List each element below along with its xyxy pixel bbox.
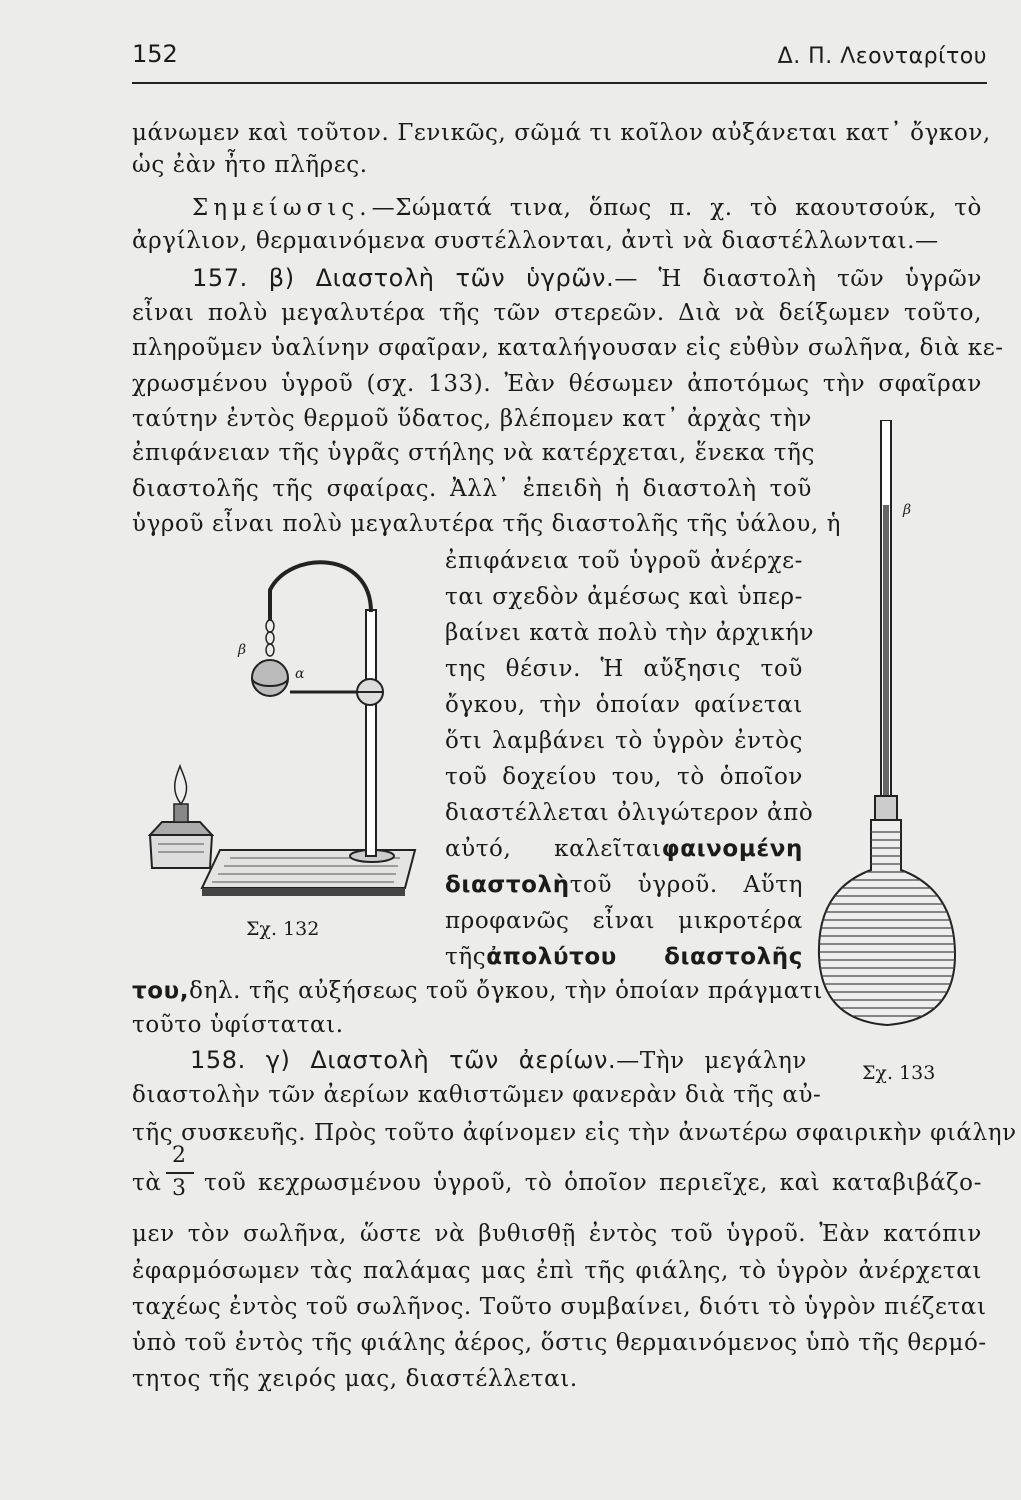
fraction-bar — [166, 1172, 194, 1174]
figure-133-illustration — [805, 420, 980, 1060]
text-span: τὰ — [132, 1170, 162, 1196]
text-line: βαίνει κατὰ πολὺ τὴν ἀρχικήν — [445, 620, 815, 646]
text-line: ἐπιφάνειαν τῆς ὑγρᾶς στήλης νὰ κατέρχεται, ἕνεκα τῆς — [132, 440, 815, 466]
text-line — [445, 834, 803, 864]
term-expansion: διαστολὴ — [445, 872, 570, 898]
section-157-line — [192, 263, 982, 294]
text-line: ται σχεδὸν ἀμέσως καὶ ὑπερ- — [445, 584, 803, 610]
page-number: 152 — [132, 40, 178, 68]
text-line: πληροῦμεν ὑαλίνην σφαῖραν, καταλήγουσαν εἰς εὐθὺν σωλῆνα, διὰ κε- — [132, 335, 1004, 361]
figure-132-illustration — [140, 550, 440, 910]
text-line: εἶναι πολὺ μεγαλυτέρα τῆς τῶν στερεῶν. Διὰ νὰ δείξωμεν τοῦτο, — [132, 300, 982, 326]
fraction-numerator: 2 — [172, 1143, 186, 1168]
running-head: Δ. Π. Λεονταρίτου — [777, 44, 987, 69]
fraction-denominator: 3 — [172, 1176, 186, 1201]
text-line: ὑπὸ τοῦ ἐντὸς τῆς φιάλης ἀέρος, ὅστις θερμαινόμενος ὑπὸ τῆς θερμό- — [132, 1330, 987, 1356]
text-line: μάνωμεν καὶ τοῦτον. Γενικῶς, σῶμά τι κοῖλον αὐξάνεται κατ᾿ ὄγκον, — [132, 120, 991, 146]
section-158-text: —Τὴν μεγάλην — [616, 1048, 808, 1074]
figure-132-label-beta: β — [238, 642, 247, 658]
header-rule — [132, 82, 987, 84]
text-line: προφανῶς εἶναι μικροτέρα — [445, 908, 803, 934]
text-span: δηλ. τῆς αὐξήσεως τοῦ ὄγκου, τὴν ὁποίαν πράγματι — [189, 978, 823, 1004]
text-line: τῆς συσκευῆς. Πρὸς τοῦτο ἀφίνομεν εἰς τὴν ἀνωτέρω σφαιρικὴν φιάλην — [132, 1120, 1017, 1146]
note-line — [192, 193, 982, 223]
text-line — [132, 976, 823, 1006]
text-line: της θέσιν. Ἡ αὔξησις τοῦ — [445, 656, 803, 682]
text-line: διαστέλλεται ὀλιγώτερον ἀπὸ — [445, 800, 814, 826]
text-span: αὐτό, καλεῖται — [445, 836, 662, 862]
text-span: τοῦ ὑγροῦ. Αὕτη — [569, 872, 803, 898]
text-line: ὡς ἐὰν ἦτο πλῆρες. — [132, 152, 368, 178]
text-line: ταχέως ἐντὸς τοῦ σωλῆνος. Τοῦτο συμβαίνει, διότι τὸ ὑγρὸν πιέζεται — [132, 1294, 987, 1320]
note-heading: Σημείωσις. — [192, 195, 372, 221]
figure-132-caption: Σχ. 132 — [246, 918, 320, 940]
figure-133-caption: Σχ. 133 — [862, 1062, 936, 1084]
text-line: διαστολῆς τῆς σφαίρας. Ἀλλ᾿ ἐπειδὴ ἡ διαστολὴ τοῦ — [132, 476, 812, 502]
text-line: ἐφαρμόσωμεν τὰς παλάμας μας ἐπὶ τῆς φιάλης, τὸ ὑγρὸν ἀνέρχεται — [132, 1258, 982, 1284]
text-line: τοῦτο ὑφίσταται. — [132, 1012, 344, 1038]
text-line: τοῦ κεχρωσμένου ὑγροῦ, τὸ ὁποῖον περιεῖχε, καὶ καταβιβάζο- — [204, 1170, 982, 1196]
text-line: τητος τῆς χειρός μας, διαστέλλεται. — [132, 1366, 578, 1392]
figure-133-label-beta: β — [903, 502, 912, 518]
text-span: τῆς — [445, 944, 487, 970]
term-absolute-expansion: ἀπολύτου διαστολῆς — [486, 944, 803, 970]
text-line: διαστολὴν τῶν ἀερίων καθιστῶμεν φανερὰν διὰ τῆς αὐ- — [132, 1082, 822, 1108]
figure-132-label-alpha: α — [295, 666, 305, 682]
text-line: ταύτην ἐντὸς θερμοῦ ὕδατος, βλέπομεν κατ᾿ ἀρχὰς τὴν — [132, 406, 812, 432]
text-line: χρωσμένου ὑγροῦ (σχ. 133). Ἐὰν θέσωμεν ἀποτόμως τὴν σφαῖραν — [132, 371, 982, 397]
section-157-heading: 157. β) Διαστολὴ τῶν ὑγρῶν. — [192, 264, 615, 292]
note-text: —Σώματά τινα, ὅπως π. χ. τὸ καουτσούκ, τὸ — [371, 195, 982, 221]
text-line: ὄγκου, τὴν ὁποίαν φαίνεται — [445, 692, 803, 718]
section-158-heading: 158. γ) Διαστολὴ τῶν ἀερίων. — [190, 1046, 617, 1074]
text-line — [445, 870, 803, 900]
term-suffix: του, — [132, 978, 190, 1004]
text-line: ἐπιφάνεια τοῦ ὑγροῦ ἀνέρχε- — [445, 548, 803, 574]
section-157-text: — Ἡ διαστολὴ τῶν ὑγρῶν — [614, 266, 982, 292]
text-line: ὅτι λαμβάνει τὸ ὑγρὸν ἐντὸς — [445, 728, 803, 754]
text-line: τοῦ δοχείου του, τὸ ὁποῖον — [445, 764, 803, 790]
text-line: ὑγροῦ εἶναι πολὺ μεγαλυτέρα τῆς διαστολῆς τῆς ὑάλου, ἡ — [132, 511, 842, 537]
section-158-line — [190, 1045, 807, 1076]
text-line: ἀργίλιον, θερμαινόμενα συστέλλονται, ἀντὶ νὰ διαστέλλωνται.— — [132, 228, 939, 254]
text-line — [445, 942, 803, 972]
page-header — [132, 40, 987, 80]
term-apparent: φαινομένη — [661, 836, 803, 862]
text-line: μεν τὸν σωλῆνα, ὥστε νὰ βυθισθῇ ἐντὸς τοῦ ὑγροῦ. Ἐὰν κατόπιν — [132, 1221, 982, 1247]
